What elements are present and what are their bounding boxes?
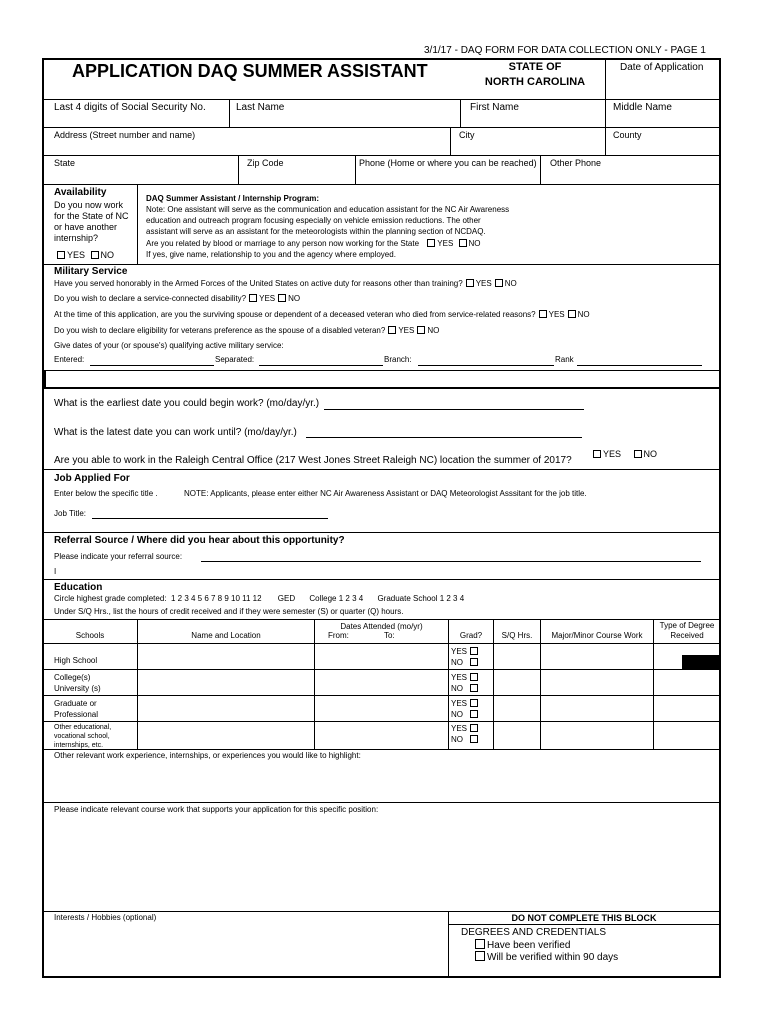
related-instructions: If yes, give name, relationship to you and the agency where employed. — [146, 250, 396, 259]
last-name-label: Last Name — [236, 102, 285, 113]
college-options[interactable]: College 1 2 3 4 — [309, 594, 364, 603]
col-degree-1: Type of Degree — [659, 621, 715, 630]
raleigh-question: Are you able to work in the Raleigh Central Office (217 West Jones Street Raleigh NC) location the summer of 2017? — [54, 455, 572, 466]
col-major: Major/Minor Course Work — [551, 631, 643, 640]
middle-name-label: Middle Name — [613, 102, 672, 113]
education-title: Education — [54, 582, 103, 593]
referral-field[interactable] — [201, 561, 701, 562]
earliest-date-field[interactable] — [324, 409, 584, 410]
latest-date-field[interactable] — [306, 437, 582, 438]
program-title: DAQ Summer Assistant / Internship Program: — [146, 194, 320, 203]
branch-field[interactable] — [418, 365, 554, 366]
sq-instructions: Under S/Q Hrs., list the hours of credit received and if they were semester (S) or quarter (Q) hours. — [54, 607, 404, 616]
availability-no-checkbox[interactable] — [91, 251, 99, 259]
entered-field[interactable] — [90, 365, 214, 366]
availability-question: Do you now work for the State of NC or have another internship? — [54, 200, 129, 243]
entered-label: Entered: — [54, 355, 85, 364]
hs-yes-checkbox[interactable] — [470, 647, 478, 655]
address-label: Address (Street number and name) — [54, 130, 196, 140]
earliest-date-label: What is the earliest date you could begin work? (mo/day/yr.) — [54, 398, 320, 409]
date-of-application-label: Date of Application — [620, 62, 704, 73]
program-note: Note: One assistant will serve as the communication and education assistant for the NC Air Awareness education and outreach program focusing especially on vehicle emission reductions. The other assistant will serve as an assistant for the meteorologists within the planning section of NCDAQ. — [146, 205, 510, 236]
availability-yes-no: YES NO — [54, 250, 114, 260]
job-title-label: Job Title: — [54, 509, 87, 518]
separated-field[interactable] — [259, 365, 383, 366]
col-schools: Schools — [75, 631, 105, 640]
job-title-field[interactable] — [92, 518, 328, 519]
county-label: County — [613, 130, 642, 140]
separated-label: Separated: — [215, 355, 255, 364]
other-yes-checkbox[interactable] — [470, 724, 478, 732]
military-q2-no-checkbox[interactable] — [278, 294, 286, 302]
job-applied-title: Job Applied For — [54, 473, 130, 484]
row-other-educational: Other educational, vocational school, internships, etc. — [54, 724, 112, 749]
grade-line: Circle highest grade completed: 1 2 3 4 5 6 7 8 9 10 11 12 GED College 1 2 3 4 Graduate School 1 2 3 4 — [54, 594, 465, 603]
ged-option[interactable]: GED — [277, 594, 296, 603]
first-name-label: First Name — [470, 102, 519, 113]
verified90-checkbox[interactable] — [475, 951, 485, 961]
grad-other: YES NO — [451, 723, 480, 745]
college-yes-checkbox[interactable] — [470, 673, 478, 681]
state-label: State — [54, 158, 76, 168]
job-note: NOTE: Applicants, please enter either NC Air Awareness Assistant or DAQ Meteorologist Asssitant for the job title. — [184, 489, 587, 498]
shaded-cell — [682, 655, 720, 669]
graduate-yes-checkbox[interactable] — [470, 699, 478, 707]
raleigh-yes-checkbox[interactable] — [593, 450, 601, 458]
related-question: Are you related by blood or marriage to any person now working for the State YES NO — [146, 239, 481, 248]
military-q4: Do you wish to declare eligibility for veterans preference as the spouse of a disabled veteran? YES NO — [54, 326, 440, 335]
rank-field[interactable] — [577, 365, 702, 366]
north-carolina-label: NORTH CAROLINA — [484, 76, 586, 88]
zip-code-label: Zip Code — [247, 158, 284, 168]
do-not-complete-title: DO NOT COMPLETE THIS BLOCK — [511, 913, 657, 923]
col-name-location: Name and Location — [191, 631, 261, 640]
col-degree-2: Received — [670, 631, 704, 640]
verified90-line: Will be verified within 90 days — [472, 951, 618, 963]
military-q2: Do you wish to declare a service-connected disability? YES NO — [54, 294, 301, 303]
availability-yes-checkbox[interactable] — [57, 251, 65, 259]
experience-label: Other relevant work experience, internships, or experiences you would like to highlight: — [54, 751, 361, 760]
graduate-no-checkbox[interactable] — [470, 710, 478, 718]
grad-high-school: YES NO — [451, 646, 480, 668]
branch-label: Branch: — [384, 355, 412, 364]
other-no-checkbox[interactable] — [470, 735, 478, 743]
military-q3-no-checkbox[interactable] — [568, 310, 576, 318]
verified-checkbox[interactable] — [475, 939, 485, 949]
military-q4-yes-checkbox[interactable] — [388, 326, 396, 334]
row-graduate: Graduate or Professional — [54, 699, 99, 719]
military-q1-no-checkbox[interactable] — [495, 279, 503, 287]
rank-label: Rank — [555, 355, 574, 364]
hobbies-label: Interests / Hobbies (optional) — [54, 913, 157, 922]
related-yes-checkbox[interactable] — [427, 239, 435, 247]
latest-date-label: What is the latest date you can work until? (mo/day/yr.) — [54, 427, 297, 438]
military-q5: Give dates of your (or spouse's) qualifying active military service: — [54, 341, 284, 350]
verified-line: Have been verified — [472, 939, 570, 951]
form-version-line: 3/1/17 - DAQ FORM FOR DATA COLLECTION ONLY - PAGE 1 — [424, 45, 706, 56]
military-q3-yes-checkbox[interactable] — [539, 310, 547, 318]
referral-title: Referral Source / Where did you hear about this opportunity? — [54, 535, 345, 546]
form-title: APPLICATION DAQ SUMMER ASSISTANT — [72, 61, 428, 81]
col-from: From: — [328, 631, 349, 640]
hs-no-checkbox[interactable] — [470, 658, 478, 666]
row-college: College(s) University (s) — [54, 673, 101, 693]
col-to: To: — [384, 631, 395, 640]
military-title: Military Service — [54, 266, 128, 277]
availability-title: Availability — [54, 187, 107, 198]
col-dates: Dates Attended (mo/yr) — [340, 622, 423, 631]
city-label: City — [459, 130, 475, 140]
grade-options[interactable]: 1 2 3 4 5 6 7 8 9 10 11 12 — [170, 594, 262, 603]
grad-graduate: YES NO — [451, 698, 480, 720]
coursework-label: Please indicate relevant course work that supports your application for this specific position: — [54, 805, 379, 814]
degrees-label: DEGREES AND CREDENTIALS — [461, 927, 607, 938]
referral-mark: I — [54, 567, 57, 576]
raleigh-yes-no: YES NO — [590, 449, 657, 459]
military-q3: At the time of this application, are you the surviving spouse or dependent of a deceased veteran who died from service-related reasons? YES NO — [54, 310, 590, 319]
row-high-school: High School — [54, 656, 98, 665]
referral-label: Please indicate your referral source: — [54, 552, 183, 561]
phone-label: Phone (Home or where you can be reached) — [359, 158, 537, 168]
raleigh-no-checkbox[interactable] — [634, 450, 642, 458]
military-q2-yes-checkbox[interactable] — [249, 294, 257, 302]
col-sq: S/Q Hrs. — [501, 631, 533, 640]
other-phone-label: Other Phone — [550, 158, 602, 168]
col-grad: Grad? — [459, 631, 483, 640]
military-q1-yes-checkbox[interactable] — [466, 279, 474, 287]
grad-school-options[interactable]: Graduate School 1 2 3 4 — [377, 594, 465, 603]
related-no-checkbox[interactable] — [459, 239, 467, 247]
job-enter-label: Enter below the specific title . — [54, 489, 158, 498]
ssn-label: Last 4 digits of Social Security No. — [54, 102, 206, 113]
grad-college: YES NO — [451, 672, 480, 694]
military-q1: Have you served honorably in the Armed Forces of the United States on active duty for reasons other than training? YES NO — [54, 279, 517, 288]
state-of-label: STATE OF — [508, 61, 562, 73]
military-q4-no-checkbox[interactable] — [417, 326, 425, 334]
college-no-checkbox[interactable] — [470, 684, 478, 692]
